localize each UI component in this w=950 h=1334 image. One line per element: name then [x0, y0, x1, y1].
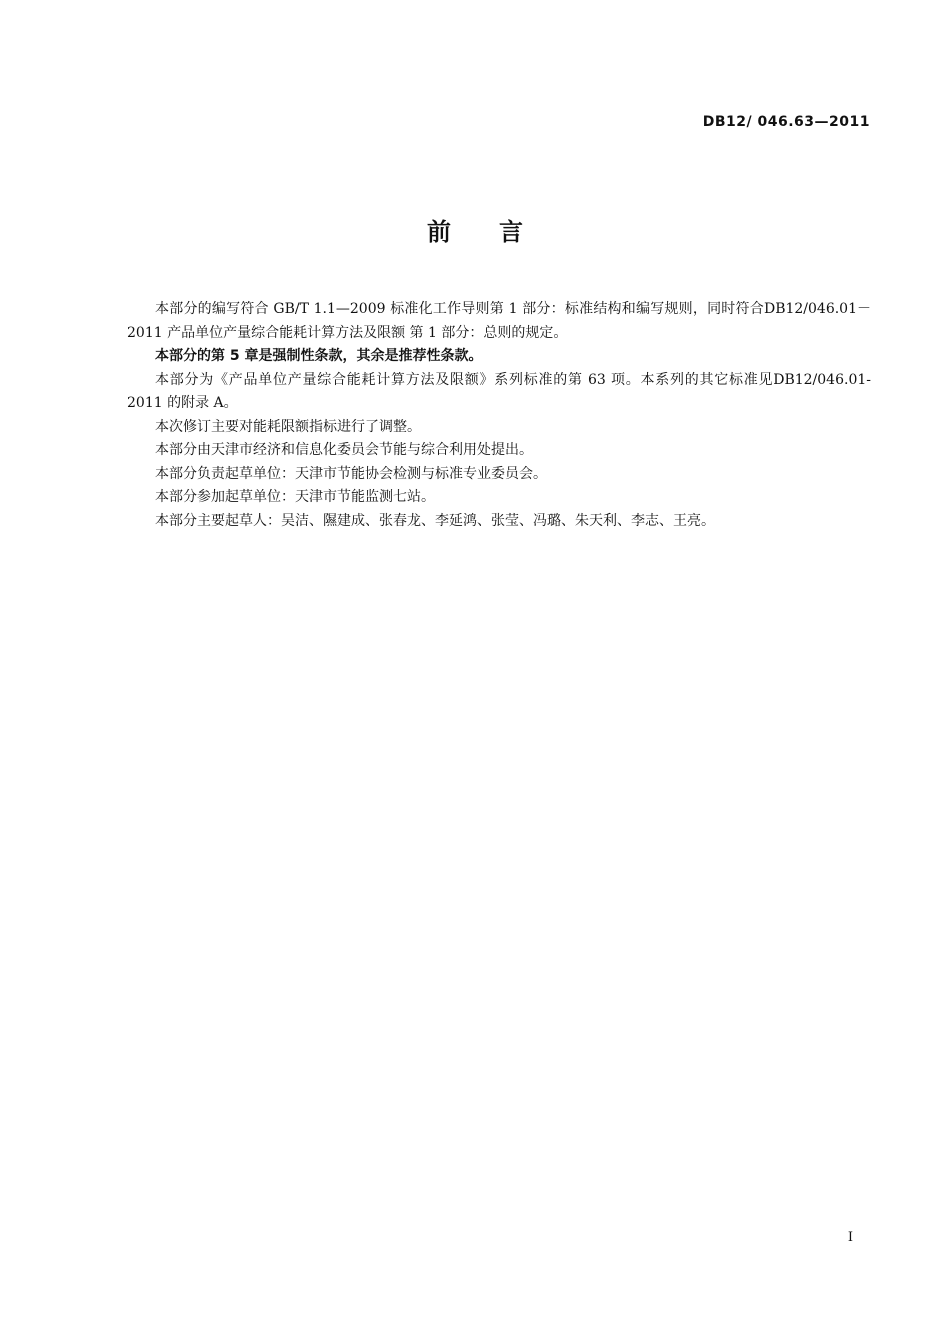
- foreword-body: [127, 298, 871, 533]
- paragraph-mandatory-clause: 本部分的第 5 章是强制性条款，其余是推荐性条款。: [155, 348, 483, 364]
- paragraph-main-drafters: 本部分主要起草人：吴洁、隰建成、张春龙、李延鸿、张莹、冯璐、朱天利、李志、王亮。: [155, 512, 715, 529]
- document-code: DB12/ 046.63—2011: [702, 114, 870, 130]
- paragraph-proposer: 本部分由天津市经济和信息化委员会节能与综合利用处提出。: [155, 442, 533, 458]
- paragraph-conformity: 本部分的编写符合 GB/T 1.1—2009 标准化工作导则第 1 部分：标准结构和编写规则，同时符合DB12/046.01－2011 产品单位产量综合能耗计算方法及限额 第 1 部分：总则的规定。: [127, 301, 871, 341]
- paragraph-lead-drafter-unit: 本部分负责起草单位：天津市节能协会检测与标准专业委员会。: [155, 465, 547, 482]
- paragraph-revision: 本次修订主要对能耗限额指标进行了调整。: [155, 418, 421, 435]
- paragraph-series: 本部分为《产品单位产量综合能耗计算方法及限额》系列标准的第 63 项。本系列的其它标准见DB12/046.01-2011 的附录 A。: [127, 371, 871, 411]
- page-title: 前言: [427, 218, 571, 246]
- paragraph-participating-unit: 本部分参加起草单位：天津市节能监测七站。: [155, 489, 435, 505]
- page-number: I: [847, 1230, 853, 1245]
